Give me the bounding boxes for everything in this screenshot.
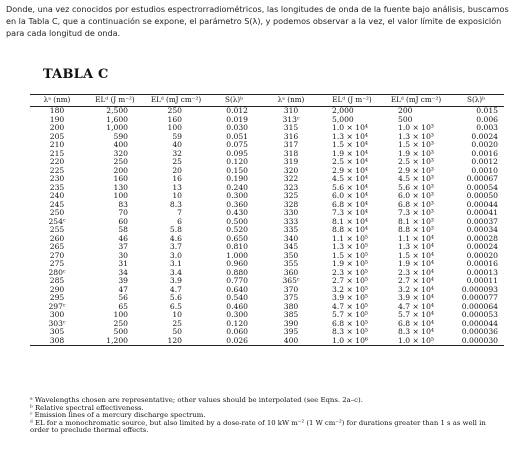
cell-el-jm2: 1.5 × 10⁵ [332, 250, 368, 260]
cell-wavelength: 375 [283, 293, 299, 303]
cell-el-mjcm2: 16 [172, 174, 182, 184]
col-header-el-jm2: ELᵈ (J m⁻²) [320, 95, 384, 107]
cell-el-mjcm2: 2.3 × 10⁴ [398, 267, 434, 277]
cell-s-lambda: 0.0012 [471, 157, 498, 167]
col-header-s-lambda: S(λ)ᵇ [448, 95, 504, 107]
cell-el-jm2: 130 [113, 182, 128, 192]
cell-el-mjcm2: 500 [398, 114, 413, 124]
cell-s-lambda: 0.520 [226, 225, 248, 235]
cell-wavelength: 316 [283, 131, 299, 141]
cell-el-jm2: 1.0 × 10⁴ [332, 123, 368, 133]
cell-el-jm2: 6.8 × 10⁵ [332, 318, 368, 328]
cell-s-lambda: 0.00028 [466, 233, 498, 243]
cell-el-mjcm2: 1.5 × 10³ [398, 140, 434, 150]
cell-wavelength: 310 [283, 106, 299, 116]
cell-el-mjcm2: 8.3 [169, 199, 182, 209]
cell-wavelength: 254ᶜ [48, 216, 66, 226]
cell-s-lambda: 1.000 [226, 250, 248, 260]
cell-s-lambda: 0.00016 [466, 259, 498, 269]
cell-el-mjcm2: 8.3 × 10⁴ [398, 327, 434, 337]
cell-el-mjcm2: 160 [167, 114, 182, 124]
cell-s-lambda: 0.00034 [466, 225, 498, 235]
cell-el-mjcm2: 5.7 × 10⁴ [398, 310, 434, 320]
cell-wavelength: 328 [283, 199, 299, 209]
cell-wavelength: 200 [49, 123, 65, 133]
cell-wavelength: 370 [283, 284, 299, 294]
cell-s-lambda: 0.00044 [466, 199, 498, 209]
cell-el-mjcm2: 10 [172, 191, 182, 201]
cell-wavelength: 215 [49, 148, 65, 158]
cell-s-lambda: 0.00041 [466, 208, 498, 218]
footnotes [30, 397, 504, 435]
footnote: ᵇ Relative spectral effectiveness. [30, 403, 144, 412]
cell-el-jm2: 2.3 × 10⁵ [332, 267, 368, 277]
cell-el-mjcm2: 1.0 × 10³ [398, 123, 434, 133]
cell-el-jm2: 5,000 [332, 114, 354, 124]
cell-wavelength: 322 [283, 174, 299, 184]
cell-wavelength: 345 [283, 242, 299, 252]
cell-el-jm2: 590 [113, 131, 128, 141]
cell-wavelength: 235 [49, 182, 65, 192]
cell-el-mjcm2: 4.7 [169, 284, 182, 294]
cell-wavelength: 290 [49, 284, 65, 294]
cell-s-lambda: 0.075 [226, 140, 248, 150]
cell-wavelength: 280ᶜ [48, 267, 66, 277]
cell-el-jm2: 65 [118, 301, 128, 311]
footnote: ᵃ Wavelengths chosen are representative; other values should be interpolated (see Eqns. 2a–c). [30, 396, 363, 404]
cell-el-mjcm2: 3.4 [169, 267, 182, 277]
cell-wavelength: 305 [49, 327, 65, 337]
cell-el-jm2: 7.3 × 10⁴ [332, 208, 368, 218]
cell-s-lambda: 0.0024 [471, 131, 498, 141]
cell-el-mjcm2: 3.0 [169, 250, 182, 260]
cell-el-jm2: 200 [113, 165, 128, 175]
cell-s-lambda: 0.000093 [461, 284, 498, 294]
cell-el-mjcm2: 32 [172, 148, 182, 158]
cell-el-jm2: 1.9 × 10⁵ [332, 259, 368, 269]
cell-el-mjcm2: 1.0 × 10⁵ [398, 335, 434, 345]
cell-el-jm2: 34 [118, 267, 128, 277]
table-row [30, 337, 504, 346]
cell-wavelength: 205 [49, 131, 65, 141]
cell-el-jm2: 31 [118, 259, 128, 269]
footnote: ᵈ EL for a monochromatic source, but also limited by a dose-rate of 10 kW m⁻² (1 W cm⁻²) for durations greater than 1 s as well in order to preclude thermal effects. [30, 418, 486, 435]
cell-el-jm2: 100 [113, 191, 128, 201]
cell-wavelength: 335 [283, 225, 299, 235]
cell-el-jm2: 250 [113, 157, 128, 167]
cell-wavelength: 240 [49, 191, 65, 201]
cell-el-mjcm2: 3.9 × 10⁴ [398, 293, 434, 303]
col-header-el-mjcm2: ELᵈ (mJ cm⁻²) [146, 95, 206, 107]
cell-s-lambda: 0.003 [476, 123, 498, 133]
col-header-el-mjcm2: ELᵈ (mJ cm⁻²) [384, 95, 448, 107]
cell-el-mjcm2: 1.3 × 10³ [398, 131, 434, 141]
cell-el-jm2: 2.9 × 10⁴ [332, 165, 368, 175]
cell-s-lambda: 0.00013 [466, 267, 498, 277]
cell-el-mjcm2: 1.9 × 10³ [398, 148, 434, 158]
cell-wavelength: 380 [283, 301, 299, 311]
col-header-s-lambda: S(λ)ᵇ [206, 95, 262, 107]
cell-s-lambda: 0.0016 [471, 148, 498, 158]
cell-wavelength: 385 [283, 310, 299, 320]
cell-el-mjcm2: 6.8 × 10³ [398, 199, 434, 209]
cell-wavelength: 297ᶜ [48, 301, 66, 311]
cell-wavelength: 320 [283, 165, 299, 175]
cell-wavelength: 365ᶜ [282, 276, 300, 286]
cell-s-lambda: 0.640 [226, 284, 248, 294]
cell-el-mjcm2: 3.2 × 10⁴ [398, 284, 434, 294]
cell-el-jm2: 5.7 × 10⁵ [332, 310, 368, 320]
cell-s-lambda: 0.00020 [466, 250, 498, 260]
cell-wavelength: 313ᶜ [282, 114, 300, 124]
cell-el-jm2: 58 [118, 225, 128, 235]
cell-el-jm2: 1.1 × 10⁵ [332, 233, 368, 243]
cell-el-jm2: 4.5 × 10⁴ [332, 174, 368, 184]
cell-el-mjcm2: 4.5 × 10³ [398, 174, 434, 184]
cell-el-mjcm2: 3.1 [169, 259, 182, 269]
cell-wavelength: 395 [283, 327, 299, 337]
cell-el-mjcm2: 5.6 × 10³ [398, 182, 434, 192]
cell-s-lambda: 0.960 [226, 259, 248, 269]
cell-s-lambda: 0.0010 [471, 165, 498, 175]
cell-el-mjcm2: 5.8 [169, 225, 182, 235]
cell-s-lambda: 0.0020 [471, 140, 498, 150]
cell-wavelength: 190 [49, 114, 65, 124]
cell-el-jm2: 1.5 × 10⁴ [332, 140, 368, 150]
cell-el-mjcm2: 25 [172, 318, 182, 328]
cell-s-lambda: 0.300 [226, 191, 248, 201]
cell-s-lambda: 0.880 [226, 267, 248, 277]
intro-paragraph: Donde, una vez conocidos por estudios espectrorradiométricos, las longitudes de onda de la fuente bajo análisis, buscamos en la Tabla C, que a continuación se expone, el parámetro S(λ), y podemos observar a la vez, el valor límite de exposición para cada longitud de onda. [6, 4, 509, 39]
cell-el-jm2: 70 [118, 208, 128, 218]
cell-el-mjcm2: 120 [167, 335, 182, 345]
table-title: TABLA C [43, 67, 109, 82]
cell-el-jm2: 160 [113, 174, 128, 184]
cell-el-jm2: 47 [118, 284, 128, 294]
cell-wavelength: 260 [49, 233, 65, 243]
cell-el-mjcm2: 7 [177, 208, 182, 218]
cell-el-mjcm2: 250 [167, 106, 182, 116]
cell-wavelength: 285 [49, 276, 65, 286]
cell-el-mjcm2: 2.7 × 10⁴ [398, 276, 434, 286]
cell-s-lambda: 0.00037 [466, 216, 498, 226]
cell-el-jm2: 8.3 × 10⁵ [332, 327, 368, 337]
cell-el-mjcm2: 2.5 × 10³ [398, 157, 434, 167]
cell-s-lambda: 0.019 [226, 114, 248, 124]
cell-wavelength: 255 [49, 225, 65, 235]
cell-s-lambda: 0.000053 [461, 310, 498, 320]
cell-el-mjcm2: 10 [172, 310, 182, 320]
cell-el-jm2: 56 [118, 293, 128, 303]
cell-s-lambda: 0.015 [476, 106, 498, 116]
cell-el-mjcm2: 200 [398, 106, 413, 116]
cell-el-mjcm2: 50 [172, 327, 182, 337]
cell-s-lambda: 0.540 [226, 293, 248, 303]
cell-el-jm2: 1.3 × 10⁴ [332, 131, 368, 141]
cell-wavelength: 245 [49, 199, 65, 209]
cell-s-lambda: 0.000077 [461, 293, 498, 303]
cell-el-mjcm2: 20 [172, 165, 182, 175]
cell-s-lambda: 0.030 [226, 123, 248, 133]
cell-wavelength: 325 [283, 191, 299, 201]
cell-wavelength: 180 [49, 106, 65, 116]
cell-s-lambda: 0.770 [226, 276, 248, 286]
cell-s-lambda: 0.060 [226, 327, 248, 337]
cell-el-jm2: 30 [118, 250, 128, 260]
cell-wavelength: 230 [49, 174, 65, 184]
cell-el-mjcm2: 1.1 × 10⁴ [398, 233, 434, 243]
cell-el-jm2: 1,000 [106, 123, 128, 133]
cell-el-jm2: 1.0 × 10⁶ [332, 335, 368, 345]
cell-el-jm2: 3.2 × 10⁵ [332, 284, 368, 294]
cell-s-lambda: 0.00067 [466, 174, 498, 184]
cell-s-lambda: 0.00024 [466, 242, 498, 252]
cell-el-mjcm2: 100 [167, 123, 182, 133]
cell-wavelength: 355 [283, 259, 299, 269]
cell-s-lambda: 0.000064 [461, 301, 498, 311]
exposure-limits-table [30, 94, 504, 346]
cell-el-mjcm2: 6.8 × 10⁴ [398, 318, 434, 328]
col-header-wavelength: λᵃ (nm) [262, 95, 320, 107]
cell-el-jm2: 6.0 × 10⁴ [332, 191, 368, 201]
cell-s-lambda: 0.00054 [466, 182, 498, 192]
cell-wavelength: 360 [283, 267, 299, 277]
cell-s-lambda: 0.000044 [461, 318, 498, 328]
cell-wavelength: 275 [49, 259, 65, 269]
cell-wavelength: 323 [283, 182, 299, 192]
cell-s-lambda: 0.095 [226, 148, 248, 158]
cell-wavelength: 333 [283, 216, 299, 226]
cell-s-lambda: 0.810 [226, 242, 248, 252]
cell-s-lambda: 0.120 [226, 157, 248, 167]
cell-el-mjcm2: 8.8 × 10³ [398, 225, 434, 235]
cell-el-mjcm2: 4.6 [169, 233, 182, 243]
table-row [30, 107, 504, 116]
cell-el-mjcm2: 40 [172, 140, 182, 150]
cell-wavelength: 400 [283, 335, 299, 345]
cell-s-lambda: 0.006 [476, 114, 498, 124]
cell-el-jm2: 6.8 × 10⁴ [332, 199, 368, 209]
cell-wavelength: 319 [283, 157, 299, 167]
footnote: ᶜ Emission lines of a mercury discharge spectrum. [30, 411, 206, 420]
cell-el-jm2: 500 [113, 327, 128, 337]
cell-el-mjcm2: 7.3 × 10³ [398, 208, 434, 218]
cell-el-jm2: 3.9 × 10⁵ [332, 293, 368, 303]
cell-s-lambda: 0.120 [226, 318, 248, 328]
cell-el-mjcm2: 4.7 × 10⁴ [398, 301, 434, 311]
cell-wavelength: 350 [283, 250, 299, 260]
cell-el-mjcm2: 1.9 × 10⁴ [398, 259, 434, 269]
cell-el-jm2: 8.1 × 10⁴ [332, 216, 368, 226]
col-header-wavelength: λᵃ (nm) [30, 95, 84, 107]
cell-wavelength: 300 [49, 310, 65, 320]
cell-el-jm2: 37 [118, 242, 128, 252]
cell-wavelength: 210 [49, 140, 65, 150]
cell-el-jm2: 2,500 [106, 106, 128, 116]
cell-el-jm2: 5.6 × 10⁴ [332, 182, 368, 192]
cell-el-jm2: 39 [118, 276, 128, 286]
cell-wavelength: 318 [283, 148, 299, 158]
cell-s-lambda: 0.00050 [466, 191, 498, 201]
cell-el-jm2: 8.8 × 10⁴ [332, 225, 368, 235]
cell-el-mjcm2: 59 [172, 131, 182, 141]
cell-s-lambda: 0.460 [226, 301, 248, 311]
cell-el-jm2: 1.9 × 10⁴ [332, 148, 368, 158]
cell-wavelength: 390 [283, 318, 299, 328]
cell-el-jm2: 320 [113, 148, 128, 158]
cell-el-jm2: 2,000 [332, 106, 354, 116]
cell-el-mjcm2: 6.5 [169, 301, 182, 311]
cell-wavelength: 220 [49, 157, 65, 167]
cell-el-jm2: 1,600 [106, 114, 128, 124]
cell-wavelength: 315 [283, 123, 299, 133]
cell-s-lambda: 0.051 [226, 131, 248, 141]
cell-wavelength: 330 [283, 208, 299, 218]
cell-s-lambda: 0.500 [226, 216, 248, 226]
cell-el-jm2: 100 [113, 310, 128, 320]
cell-el-mjcm2: 6 [177, 216, 182, 226]
cell-s-lambda: 0.650 [226, 233, 248, 243]
cell-wavelength: 265 [49, 242, 65, 252]
cell-el-mjcm2: 13 [172, 182, 182, 192]
cell-wavelength: 317 [283, 140, 299, 150]
cell-wavelength: 295 [49, 293, 65, 303]
cell-wavelength: 303ᶜ [48, 318, 66, 328]
cell-s-lambda: 0.150 [226, 165, 248, 175]
cell-el-jm2: 46 [118, 233, 128, 243]
cell-s-lambda: 0.360 [226, 199, 248, 209]
cell-el-mjcm2: 25 [172, 157, 182, 167]
cell-el-jm2: 4.7 × 10⁵ [332, 301, 368, 311]
cell-wavelength: 270 [49, 250, 65, 260]
cell-s-lambda: 0.012 [226, 106, 248, 116]
cell-s-lambda: 0.190 [226, 174, 248, 184]
cell-wavelength: 308 [49, 335, 65, 345]
cell-el-mjcm2: 3.7 [169, 242, 182, 252]
cell-el-mjcm2: 5.6 [169, 293, 182, 303]
cell-s-lambda: 0.000030 [461, 335, 498, 345]
cell-el-mjcm2: 2.9 × 10³ [398, 165, 434, 175]
table-header-row [30, 95, 504, 107]
cell-el-mjcm2: 3.9 [169, 276, 182, 286]
col-header-el-jm2: ELᵈ (J m⁻²) [84, 95, 146, 107]
table-body [30, 107, 504, 346]
cell-el-jm2: 400 [113, 140, 128, 150]
cell-el-jm2: 2.7 × 10⁵ [332, 276, 368, 286]
cell-el-mjcm2: 1.5 × 10⁴ [398, 250, 434, 260]
cell-el-jm2: 250 [113, 318, 128, 328]
cell-s-lambda: 0.000036 [461, 327, 498, 337]
cell-s-lambda: 0.300 [226, 310, 248, 320]
cell-el-mjcm2: 1.3 × 10⁴ [398, 242, 434, 252]
cell-s-lambda: 0.240 [226, 182, 248, 192]
cell-el-jm2: 83 [118, 199, 128, 209]
cell-el-jm2: 1,200 [106, 335, 128, 345]
cell-el-mjcm2: 6.0 × 10³ [398, 191, 434, 201]
cell-wavelength: 250 [49, 208, 65, 218]
cell-s-lambda: 0.430 [226, 208, 248, 218]
cell-wavelength: 225 [49, 165, 65, 175]
cell-el-jm2: 1.3 × 10⁵ [332, 242, 368, 252]
cell-s-lambda: 0.00011 [466, 276, 498, 286]
cell-el-jm2: 2.5 × 10⁴ [332, 157, 368, 167]
cell-s-lambda: 0.026 [226, 335, 248, 345]
cell-el-jm2: 60 [118, 216, 128, 226]
cell-wavelength: 340 [283, 233, 299, 243]
cell-el-mjcm2: 8.1 × 10³ [398, 216, 434, 226]
